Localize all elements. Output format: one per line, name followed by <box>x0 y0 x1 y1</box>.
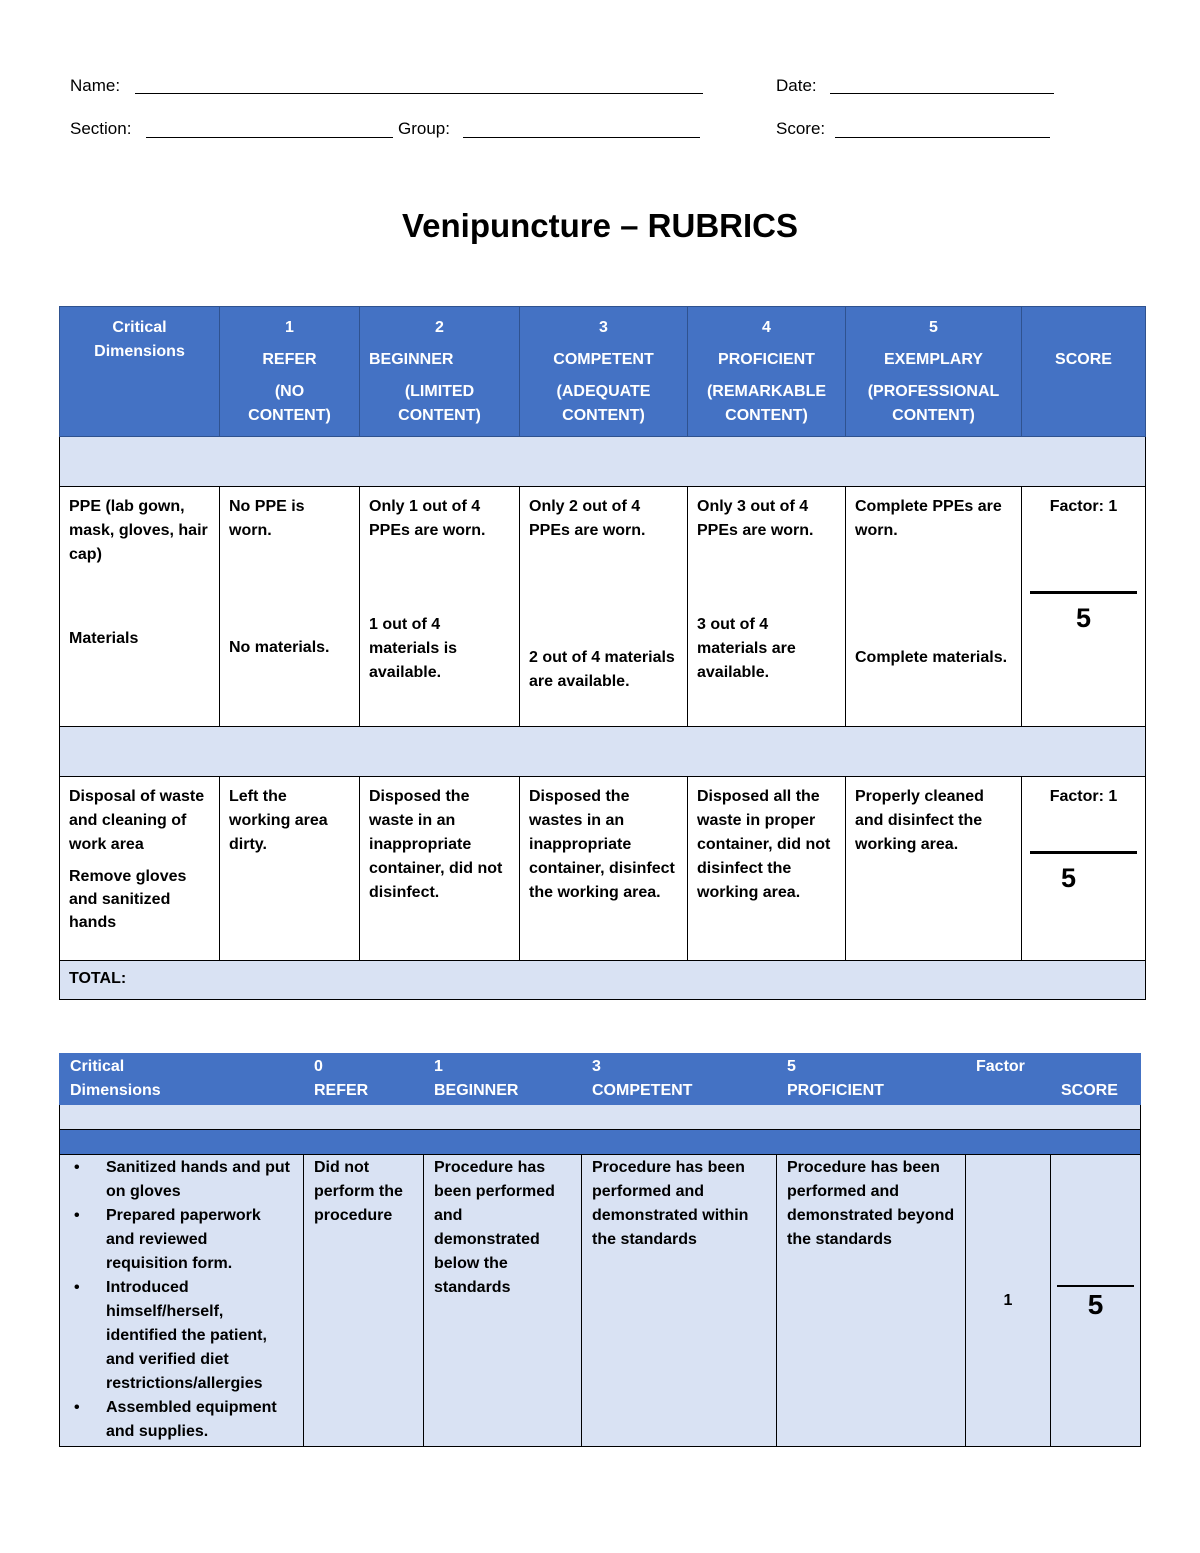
score-value: 5 <box>1075 603 1092 633</box>
section-label: Section: <box>70 119 132 138</box>
competent-cell: Only 2 out of 4 PPEs are worn. 2 out of 4 materials are available. <box>520 487 688 727</box>
proficient-cell: Only 3 out of 4 PPEs are worn. 3 out of 4 materials are available. <box>688 487 846 727</box>
score-value: 5 <box>1087 1288 1104 1320</box>
header-refer: 0 REFER <box>304 1054 424 1105</box>
criteria-list <box>70 1156 293 1444</box>
table1-total-row <box>60 961 1146 1000</box>
header-proficient: 5 PROFICIENT <box>777 1054 966 1105</box>
score-field[interactable] <box>835 137 1050 138</box>
dimension-cell: PPE (lab gown, mask, gloves, hair cap) Materials <box>60 487 220 727</box>
table2-header-row <box>60 1054 1141 1105</box>
header-critical-dimensions: Critical Dimensions <box>60 1054 304 1105</box>
score-divider <box>1057 1285 1134 1287</box>
table1-band-row <box>60 437 1146 487</box>
group-label: Group: <box>398 119 450 138</box>
list-item: • Introduced himself/herself, identified the patient, and verified diet restrictions/allergies <box>106 1276 293 1396</box>
table2-band-row <box>60 1105 1141 1130</box>
header-critical-dimensions: Critical Dimensions <box>60 307 220 437</box>
exemplary-cell: Properly cleaned and disinfect the working area. <box>846 777 1022 961</box>
table1-row-ppe <box>60 487 1146 727</box>
name-field[interactable] <box>135 93 703 94</box>
section-field[interactable] <box>146 137 393 138</box>
score-cell <box>1051 1155 1141 1447</box>
header-refer: 1 REFER (NO CONTENT) <box>220 307 360 437</box>
score-value: 5 <box>1061 863 1077 893</box>
score-divider <box>1030 519 1137 594</box>
score-divider <box>1030 809 1137 854</box>
table2-band-row-2 <box>60 1130 1141 1155</box>
proficient-cell: Disposed all the waste in proper container, did not disinfect the working area. <box>688 777 846 961</box>
score-cell: Factor: 1 5 <box>1022 777 1146 961</box>
refer-cell: No PPE is worn. No materials. <box>220 487 360 727</box>
total-label: TOTAL: <box>60 961 1146 1000</box>
date-field[interactable] <box>830 93 1054 94</box>
table1-row-disposal <box>60 777 1146 961</box>
proficient-cell: Procedure has been performed and demonstrated beyond the standards <box>777 1155 966 1447</box>
list-item: • Sanitized hands and put on gloves <box>106 1156 293 1204</box>
table1-band-row-2 <box>60 727 1146 777</box>
header-factor: Factor <box>966 1054 1051 1105</box>
competent-cell: Procedure has been performed and demonstrated within the standards <box>582 1155 777 1447</box>
dimension-cell: Disposal of waste and cleaning of work area Remove gloves and sanitized hands <box>60 777 220 961</box>
factor-cell: 1 <box>966 1155 1051 1447</box>
dimension-cell <box>60 1155 304 1447</box>
date-label: Date: <box>776 76 817 95</box>
list-item: • Prepared paperwork and reviewed requisition form. <box>106 1204 293 1276</box>
beginner-cell: Disposed the waste in an inappropriate container, did not disinfect. <box>360 777 520 961</box>
exemplary-cell: Complete PPEs are worn. Complete materials. <box>846 487 1022 727</box>
rubric-table-2 <box>59 1053 1141 1447</box>
header-score: SCORE <box>1051 1054 1141 1105</box>
table1-header-row <box>60 307 1146 437</box>
rubric-table-1 <box>59 306 1146 1000</box>
header-proficient: 4 PROFICIENT (REMARKABLE CONTENT) <box>688 307 846 437</box>
header-beginner: 1 BEGINNER <box>424 1054 582 1105</box>
header-beginner: 2 BEGINNER (LIMITED CONTENT) <box>360 307 520 437</box>
competent-cell: Disposed the wastes in an inappropriate container, disinfect the working area. <box>520 777 688 961</box>
table2-row-preparation <box>60 1155 1141 1447</box>
header-competent: 3 COMPETENT (ADEQUATE CONTENT) <box>520 307 688 437</box>
list-item: • Assembled equipment and supplies. <box>106 1396 293 1444</box>
page-title: Venipuncture – RUBRICS <box>401 207 799 244</box>
score-cell: Factor: 1 5 <box>1022 487 1146 727</box>
group-field[interactable] <box>463 137 700 138</box>
score-label: Score: <box>776 119 826 138</box>
beginner-cell: Procedure has been performed and demonstrated below the standards <box>424 1155 582 1447</box>
header-competent: 3 COMPETENT <box>582 1054 777 1105</box>
refer-cell: Did not perform the procedure <box>304 1155 424 1447</box>
beginner-cell: Only 1 out of 4 PPEs are worn. 1 out of 4 materials is available. <box>360 487 520 727</box>
header-score: SCORE <box>1022 307 1146 437</box>
refer-cell: Left the working area dirty. <box>220 777 360 961</box>
header-exemplary: 5 EXEMPLARY (PROFESSIONAL CONTENT) <box>846 307 1022 437</box>
name-label: Name: <box>70 76 121 95</box>
